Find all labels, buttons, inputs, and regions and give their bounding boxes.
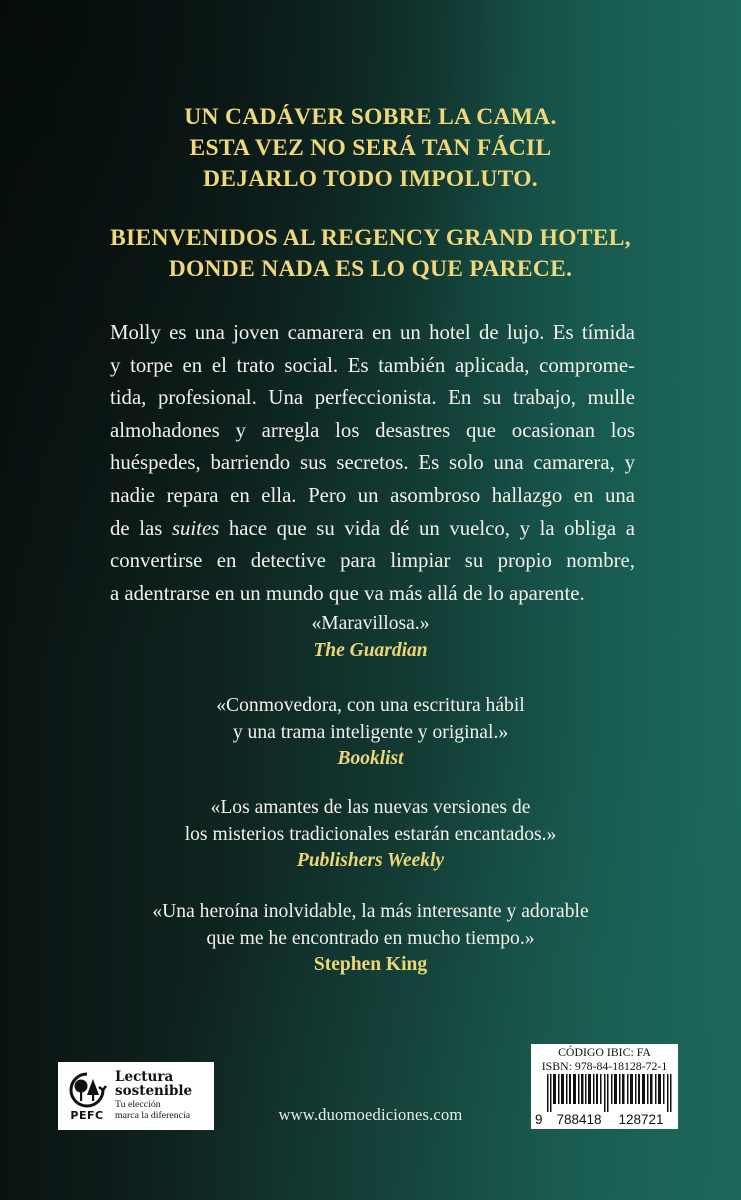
ibic-code: CÓDIGO IBIC: FA <box>558 1045 651 1059</box>
synopsis-line: Molly es una joven camarera en un hotel de lujo. Es tímida <box>110 321 635 344</box>
synopsis-line: almohadones y arregla los desastres que ocasionan los <box>110 418 635 442</box>
pefc-trees-icon <box>66 1071 108 1109</box>
pefc-subtitle-line: Tu elección <box>115 1099 161 1110</box>
synopsis-text: de las <box>110 516 172 540</box>
quote-text: «Maravillosa.» <box>311 613 430 634</box>
quote-text: «Una heroína inolvidable, la más interesante y adorable <box>152 901 589 922</box>
review-quote <box>0 795 741 875</box>
quote-source: The Guardian <box>313 639 428 661</box>
synopsis-line: huéspedes, barriendo sus secretos. Es solo una camarera, y <box>110 451 635 475</box>
barcode-digits <box>535 1113 674 1127</box>
synopsis-paragraph <box>110 317 635 610</box>
headline-tagline <box>0 102 741 195</box>
review-quote <box>0 899 741 979</box>
review-quote <box>0 693 741 773</box>
pefc-title-line: Lectura <box>115 1069 174 1085</box>
pefc-title-line: sostenible <box>115 1082 193 1099</box>
isbn-number: ISBN: 978-84-18128-72-1 <box>541 1058 668 1073</box>
synopsis-line: y torpe en el trato social. Es también aplicada, comprome- <box>110 353 635 377</box>
quote-text: que me he encontrado en mucho tiempo.» <box>206 927 535 949</box>
pefc-subtitle-line: marca la diferencia <box>115 1109 191 1121</box>
isbn-barcode-box <box>531 1044 678 1129</box>
headline-line: DEJARLO TODO IMPOLUTO. <box>202 166 538 192</box>
synopsis-line: nadie repara en ella. Pero un asombroso hallazgo en una <box>110 483 635 507</box>
barcode-icon <box>547 1074 672 1112</box>
quote-source: Booklist <box>337 748 404 769</box>
quote-text: «Los amantes de las nuevas versiones de <box>210 797 531 818</box>
headline-line: ESTA VEZ NO SERÁ TAN FÁCIL <box>189 135 552 161</box>
synopsis-line <box>110 513 635 546</box>
synopsis-line: tida, profesional. Una perfeccionista. En su trabajo, mulle <box>110 386 635 410</box>
quote-text: «Conmovedora, con una escritura hábil <box>216 695 525 716</box>
quote-source: Stephen King <box>313 954 428 975</box>
publisher-website: www.duomoediciones.com <box>278 1105 463 1124</box>
headline-line: DONDE NADA ES LO QUE PARECE. <box>168 256 573 282</box>
synopsis-line: convertirse en detective para limpiar su propio nombre, <box>110 549 635 573</box>
headline-line: BIENVENIDOS AL REGENCY GRAND HOTEL, <box>110 225 631 251</box>
quote-text: los misterios tradicionales estarán encantados.» <box>184 823 557 845</box>
synopsis-text: hace que su vida dé un vuelco, y la obliga a <box>219 516 635 540</box>
synopsis-line: a adentrarse en un mundo que va más allá de lo aparente. <box>110 581 585 605</box>
barcode-digits-left: 788418 <box>551 1113 607 1127</box>
barcode-bars <box>547 1074 672 1112</box>
headline-welcome <box>0 223 741 285</box>
barcode-digit-lead: 9 <box>535 1112 543 1127</box>
review-quote <box>0 611 741 664</box>
headline-line: UN CADÁVER SOBRE LA CAMA. <box>184 104 557 130</box>
pefc-wordmark: PEFC <box>70 1108 104 1122</box>
quote-text: y una trama inteligente y original.» <box>232 721 509 743</box>
barcode-digits-right: 128721 <box>613 1113 669 1127</box>
quote-source: Publishers Weekly <box>296 850 445 871</box>
synopsis-italic-word: suites <box>171 516 220 540</box>
